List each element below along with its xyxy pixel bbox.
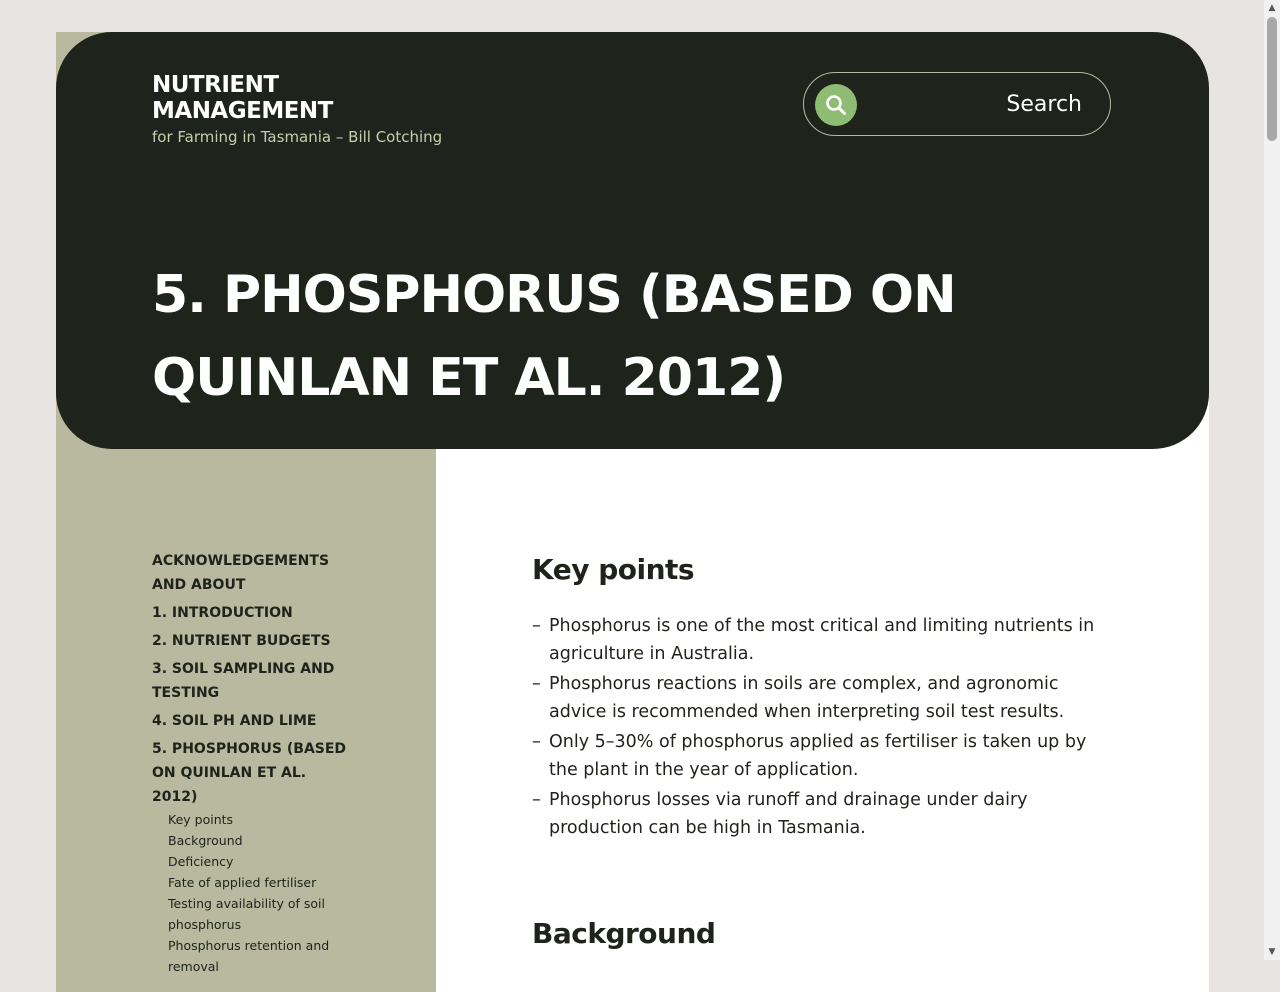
scroll-down-arrow-icon[interactable]: ▼ (1268, 947, 1276, 957)
toc-sub-deficiency[interactable]: Deficiency (168, 854, 234, 869)
site-title-line2: MANAGEMENT (152, 98, 333, 124)
search-input[interactable] (868, 81, 1082, 127)
list-item: – Phosphorus losses via runoff and drainage under dairy production can be high in Tasmania. (532, 786, 1112, 842)
page-title: 5. PHOSPHORUS (BASED ON QUINLAN ET AL. 2012) (152, 265, 956, 408)
toc-chapter-introduction[interactable]: 1. INTRODUCTION (152, 605, 293, 621)
scrollbar-thumb[interactable] (1267, 17, 1277, 141)
site-title[interactable] (152, 72, 333, 124)
toc-chapter-soil-sampling[interactable]: 3. SOIL SAMPLING AND TESTING (152, 661, 335, 701)
toc-sub-key-points[interactable]: Key points (168, 812, 234, 827)
toc-chapter-nutrient-budgets[interactable]: 2. NUTRIENT BUDGETS (152, 633, 331, 649)
site-tagline: for Farming in Tasmania – Bill Cotching (152, 128, 443, 146)
main-content (532, 552, 1112, 952)
list-item: – Phosphorus reactions in soils are complex, and agronomic advice is recommended when interpreting soil test results. (532, 670, 1112, 726)
list-item: – Only 5–30% of phosphorus applied as fertiliser is taken up by the plant in the year of application. (532, 728, 1112, 784)
toc-chapter-soil-ph[interactable]: 4. SOIL PH AND LIME (152, 713, 317, 729)
toc-subsection-list (152, 809, 352, 977)
vertical-scrollbar[interactable] (1264, 0, 1280, 960)
scroll-up-arrow-icon[interactable]: ▲ (1268, 3, 1276, 13)
site-title-line1: NUTRIENT (152, 72, 279, 98)
content-card (56, 32, 1209, 992)
toc-sub-testing-availability[interactable]: Testing availability of soil phosphorus (168, 896, 325, 932)
site-header (56, 32, 1209, 449)
search-icon[interactable] (815, 84, 857, 126)
key-points-list (532, 612, 1112, 842)
search-box (803, 72, 1111, 136)
toc-chapter-phosphorus-current[interactable]: 5. PHOSPHORUS (BASED ON QUINLAN ET AL. 2012) (152, 741, 347, 805)
background-heading: Background (532, 917, 716, 950)
toc-sub-retention-removal[interactable]: Phosphorus retention and removal (168, 938, 330, 974)
table-of-contents (152, 549, 352, 977)
toc-sub-fate-of-fertiliser[interactable]: Fate of applied fertiliser (168, 875, 317, 890)
key-points-heading: Key points (532, 553, 695, 586)
toc-chapter-acknowledgements[interactable]: ACKNOWLEDGEMENTS AND ABOUT (152, 553, 330, 593)
list-item: – Phosphorus is one of the most critical and limiting nutrients in agriculture in Australia. (532, 612, 1112, 668)
toc-sub-background[interactable]: Background (168, 833, 243, 848)
